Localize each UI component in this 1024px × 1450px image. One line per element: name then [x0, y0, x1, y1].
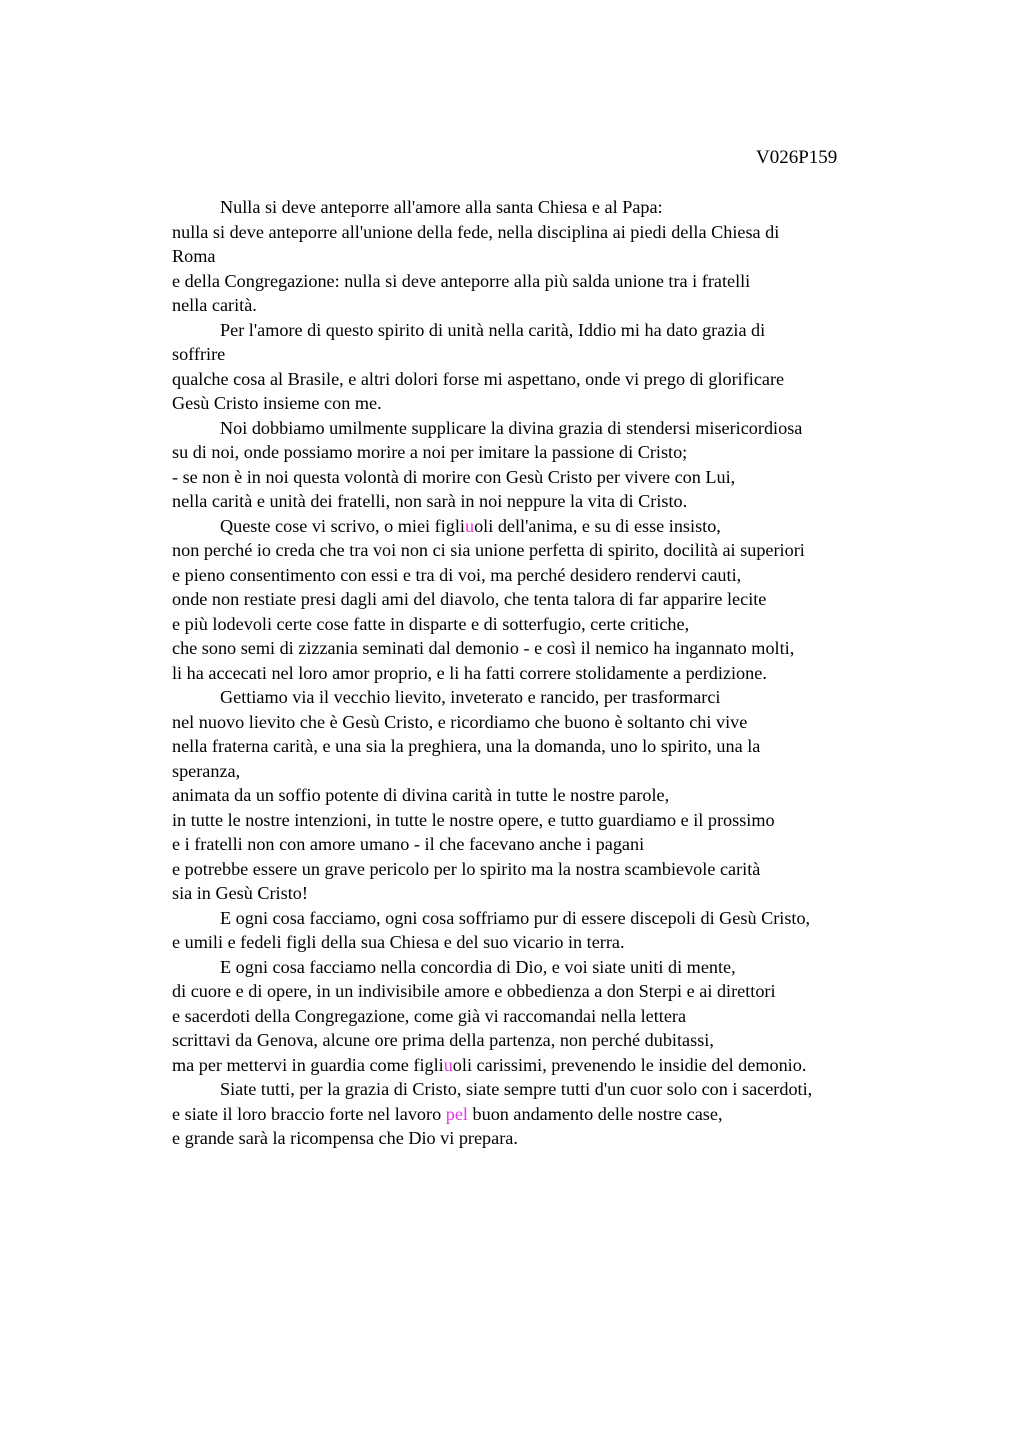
highlighted-correction: u [443, 1054, 453, 1075]
text-line [172, 979, 912, 1004]
text-line [172, 416, 912, 441]
text-line [172, 244, 912, 269]
text-segment: su di noi, onde possiamo morire a noi per imitare la passione di Cristo; [172, 442, 688, 462]
page-identifier: V026P159 [756, 147, 838, 168]
text-line [172, 857, 912, 882]
text-segment: e grande sarà la ricompensa che Dio vi prepara. [172, 1128, 518, 1148]
text-segment: che sono semi di zizzania seminati dal demonio - e così il nemico ha ingannato molti, [172, 638, 795, 658]
text-line [172, 881, 912, 906]
text-line [172, 465, 912, 490]
text-line [172, 269, 912, 294]
highlighted-correction: pel [445, 1103, 468, 1124]
text-segment: li ha accecati nel loro amor proprio, e li ha fatti correre stolidamente a perdizione. [172, 662, 767, 683]
text-segment: e umili e fedeli figli della sua Chiesa e del suo vicario in terra. [172, 932, 625, 952]
text-segment: nella carità. [172, 295, 257, 315]
text-line [172, 1028, 912, 1053]
text-line [172, 734, 912, 759]
text-segment: oli carissimi, prevenendo le insidie del demonio. [452, 1054, 807, 1075]
text-line [172, 220, 912, 245]
text-segment: oli dell'anima, e su di esse insisto, [474, 515, 721, 536]
text-segment: E ogni cosa facciamo, ogni cosa soffriamo pur di essere discepoli di Gesù Cristo, [220, 907, 811, 928]
text-line [172, 808, 912, 833]
text-segment: Siate tutti, per la grazia di Cristo, siate sempre tutti d'un cuor solo con i sacerdoti, [220, 1079, 813, 1099]
text-line [172, 685, 912, 710]
text-segment: Nulla si deve anteporre all'amore alla santa Chiesa e al Papa: [220, 197, 663, 217]
text-segment: e della Congregazione: nulla si deve anteporre alla più salda unione tra i fratelli [172, 270, 751, 291]
text-line [172, 489, 912, 514]
text-line [172, 1053, 912, 1078]
text-line [172, 293, 912, 318]
text-segment: ma per mettervi in guardia come figli [172, 1054, 444, 1075]
text-line [172, 440, 912, 465]
text-segment: Roma [172, 246, 216, 266]
text-segment: Gesù Cristo insieme con me. [172, 393, 382, 413]
text-line [172, 587, 912, 612]
text-segment: nulla si deve anteporre all'unione della fede, nella disciplina ai piedi della Chiesa di [172, 221, 780, 242]
text-line [172, 832, 912, 857]
text-segment: - se non è in noi questa volontà di morire con Gesù Cristo per vivere con Lui, [172, 466, 736, 487]
text-line [172, 538, 912, 563]
text-segment: di cuore e di opere, in un indivisibile amore e obbedienza a don Sterpi e ai direttori [172, 981, 776, 1001]
text-segment: scrittavi da Genova, alcune ore prima della partenza, non perché dubitassi, [172, 1030, 714, 1050]
text-segment: E ogni cosa facciamo nella concordia di Dio, e voi siate uniti di mente, [220, 956, 736, 977]
text-line [172, 661, 912, 686]
text-segment: in tutte le nostre intenzioni, in tutte le nostre opere, e tutto guardiamo e il prossimo [172, 809, 775, 830]
text-line [172, 367, 912, 392]
text-line [172, 1126, 912, 1151]
text-segment: Queste cose vi scrivo, o miei figli [220, 515, 465, 536]
text-segment: e potrebbe essere un grave pericolo per lo spirito ma la nostra scambievole carità [172, 858, 761, 879]
text-segment: Noi dobbiamo umilmente supplicare la divina grazia di stendersi misericordiosa [220, 417, 803, 438]
text-line [172, 195, 912, 220]
text-line [172, 955, 912, 980]
text-line [172, 318, 912, 343]
text-line [172, 391, 912, 416]
text-line [172, 1077, 912, 1102]
text-segment: e i fratelli non con amore umano - il che facevano anche i pagani [172, 834, 645, 854]
text-line [172, 342, 912, 367]
text-line [172, 514, 912, 539]
text-line [172, 612, 912, 637]
text-segment: soffrire [172, 344, 226, 364]
text-segment: nel nuovo lievito che è Gesù Cristo, e ricordiamo che buono è soltanto chi vive [172, 711, 748, 732]
text-line [172, 783, 912, 808]
text-segment: e pieno consentimento con essi e tra di voi, ma perché desidero rendervi cauti, [172, 564, 742, 585]
text-line [172, 759, 912, 784]
text-line [172, 563, 912, 588]
text-line [172, 906, 912, 931]
text-line [172, 636, 912, 661]
text-line [172, 1102, 912, 1127]
text-segment: nella carità e unità dei fratelli, non sarà in noi neppure la vita di Cristo. [172, 491, 688, 511]
letter-body [172, 195, 912, 1151]
highlighted-correction: u [464, 515, 475, 536]
text-segment: sia in Gesù Cristo! [172, 883, 308, 903]
text-segment: animata da un soffio potente di divina carità in tutte le nostre parole, [172, 785, 670, 805]
text-segment: onde non restiate presi dagli ami del diavolo, che tenta talora di far apparire lecite [172, 589, 767, 609]
text-line [172, 1004, 912, 1029]
text-segment: nella fraterna carità, e una sia la preghiera, una la domanda, uno lo spirito, una la [172, 736, 761, 756]
text-segment: e sacerdoti della Congregazione, come già vi raccomandai nella lettera [172, 1005, 687, 1026]
text-segment: speranza, [172, 760, 241, 781]
text-segment: qualche cosa al Brasile, e altri dolori forse mi aspettano, onde vi prego di glorificare [172, 368, 785, 389]
text-segment: Per l'amore di questo spirito di unità nella carità, Iddio mi ha dato grazia di [220, 319, 766, 340]
text-line [172, 710, 912, 735]
text-segment: e siate il loro braccio forte nel lavoro [172, 1103, 446, 1124]
text-segment: e più lodevoli certe cose fatte in disparte e di sotterfugio, certe critiche, [172, 613, 690, 634]
text-segment: buon andamento delle nostre case, [467, 1103, 723, 1124]
text-segment: Gettiamo via il vecchio lievito, inveterato e rancido, per trasformarci [220, 687, 721, 707]
text-line [172, 930, 912, 955]
text-segment: non perché io creda che tra voi non ci sia unione perfetta di spirito, docilità ai superiori [172, 540, 805, 560]
